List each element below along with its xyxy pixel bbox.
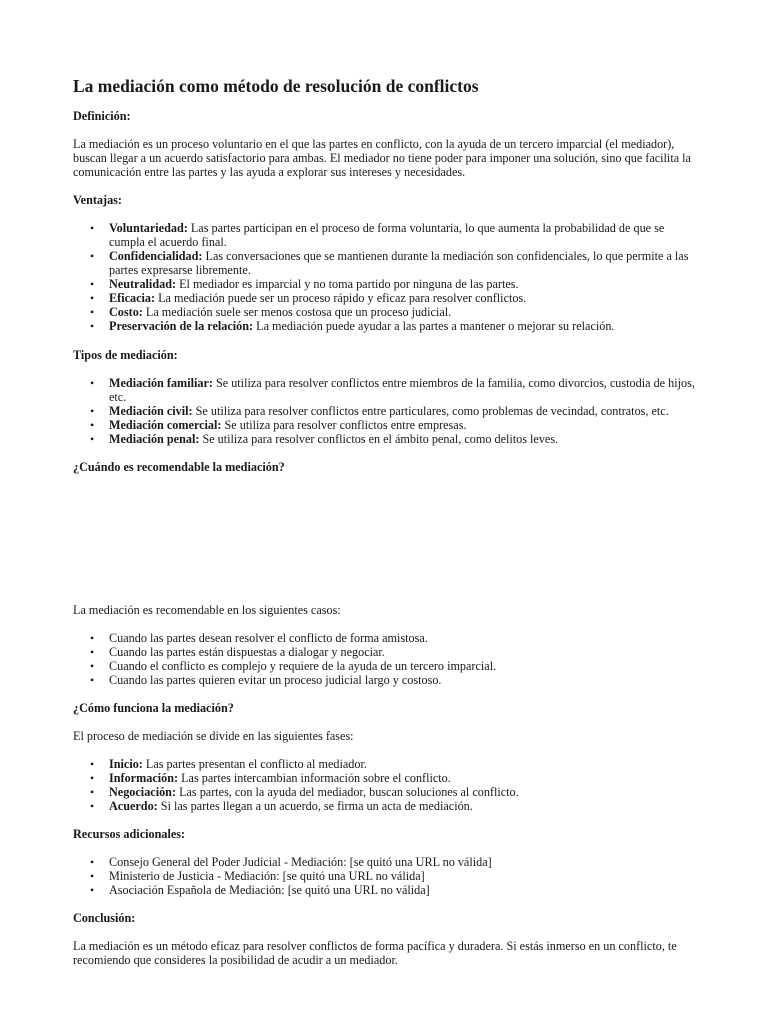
list-item [109,221,698,249]
list-item [109,404,698,418]
paragraph-como-intro: El proceso de mediación se divide en las siguientes fases: [73,729,354,743]
list-item [109,376,698,404]
item-text: Se utiliza para resolver conflictos entre miembros de la familia, como divorcios, custodia de hijos, etc. [109,376,695,404]
item-term: Negociación: [109,785,177,799]
item-text: Se utiliza para resolver conflictos entre particulares, como problemas de vecindad, contratos, etc. [192,404,669,418]
list-item [109,305,698,319]
list-item [109,277,698,291]
list-tipos [73,376,698,446]
item-term: Confidencialidad: [109,249,203,263]
list-recursos [73,855,698,897]
item-term: Eficacia: [109,291,156,305]
list-item [109,799,698,813]
list-item [109,291,698,305]
list-item [109,785,698,799]
item-term: Preservación de la relación: [109,319,254,333]
item-text: La mediación suele ser menos costosa que un proceso judicial. [142,305,452,319]
item-text: Las conversaciones que se mantienen durante la mediación son confidenciales, lo que permite a las partes expresarse libremente. [109,249,689,277]
item-term: Mediación penal: [109,432,200,446]
item-term: Acuerdo: [109,799,158,813]
list-cuando [73,631,698,687]
heading-cuando: ¿Cuándo es recomendable la mediación? [73,460,285,474]
heading-recursos: Recursos adicionales: [73,827,186,841]
item-term: Voluntariedad: [109,221,188,235]
item-text: Las partes presentan el conflicto al mediador. [142,757,367,771]
list-item [109,757,698,771]
list-item: • Ministerio de Justicia - Mediación: [se quitó una URL no válida] [109,869,698,883]
heading-ventajas: Ventajas: [73,193,122,207]
list-item: • Cuando el conflicto es complejo y requiere de la ayuda de un tercero imparcial. [109,659,698,673]
heading-tipos: Tipos de mediación: [73,348,178,362]
item-text: El mediador es imparcial y no toma partido por ninguna de las partes. [176,277,519,291]
paragraph-cuando-intro: La mediación es recomendable en los siguientes casos: [73,603,341,617]
heading-definicion: Definición: [73,109,131,123]
item-text: Se utiliza para resolver conflictos en el ámbito penal, como delitos leves. [199,432,559,446]
item-text: La mediación puede ayudar a las partes a mantener o mejorar su relación. [253,319,615,333]
paragraph-conclusion: La mediación es un método eficaz para resolver conflictos de forma pacífica y duradera. Si estás inmerso en un conflicto, te recomiendo que consideres la posibilidad de acudir a un mediador. [73,939,677,967]
list-item: • Asociación Española de Mediación: [se quitó una URL no válida] [109,883,698,897]
list-item [109,249,698,277]
list-item [109,319,698,333]
item-text: Si las partes llegan a un acuerdo, se firma un acta de mediación. [157,799,473,813]
item-term: Mediación comercial: [109,418,222,432]
item-term: Costo: [109,305,143,319]
item-text: Las partes participan en el proceso de forma voluntaria, lo que aumenta la probabilidad de que se cumpla el acuerdo final. [109,221,665,249]
heading-como: ¿Cómo funciona la mediación? [73,701,234,715]
item-text: La mediación puede ser un proceso rápido y eficaz para resolver conflictos. [155,291,527,305]
paragraph-definicion: La mediación es un proceso voluntario en el que las partes en conflicto, con la ayuda de un tercero imparcial (el mediador), buscan llegar a un acuerdo satisfactorio para ambas. El mediador no tiene poder para imponer una solución, sino que facilita la comunicación entre las partes y las ayuda a explorar sus intereses y necesidades. [73,137,691,179]
item-text: Las partes intercambian información sobre el conflicto. [178,771,451,785]
document-title: La mediación como método de resolución de conflictos [73,76,479,96]
item-term: Inicio: [109,757,143,771]
list-item [109,432,698,446]
list-item: • Cuando las partes desean resolver el conflicto de forma amistosa. [109,631,698,645]
item-term: Información: [109,771,179,785]
list-item [109,771,698,785]
list-item [109,418,698,432]
item-text: Se utiliza para resolver conflictos entre empresas. [221,418,467,432]
list-como [73,757,698,813]
list-item: • Cuando las partes quieren evitar un proceso judicial largo y costoso. [109,673,698,687]
list-ventajas [73,221,698,333]
heading-conclusion: Conclusión: [73,911,136,925]
item-term: Neutralidad: [109,277,177,291]
item-text: Las partes, con la ayuda del mediador, buscan soluciones al conflicto. [176,785,519,799]
item-term: Mediación civil: [109,404,193,418]
list-item: • Cuando las partes están dispuestas a dialogar y negociar. [109,645,698,659]
list-item: • Consejo General del Poder Judicial - Mediación: [se quitó una URL no válida] [109,855,698,869]
item-term: Mediación familiar: [109,376,213,390]
